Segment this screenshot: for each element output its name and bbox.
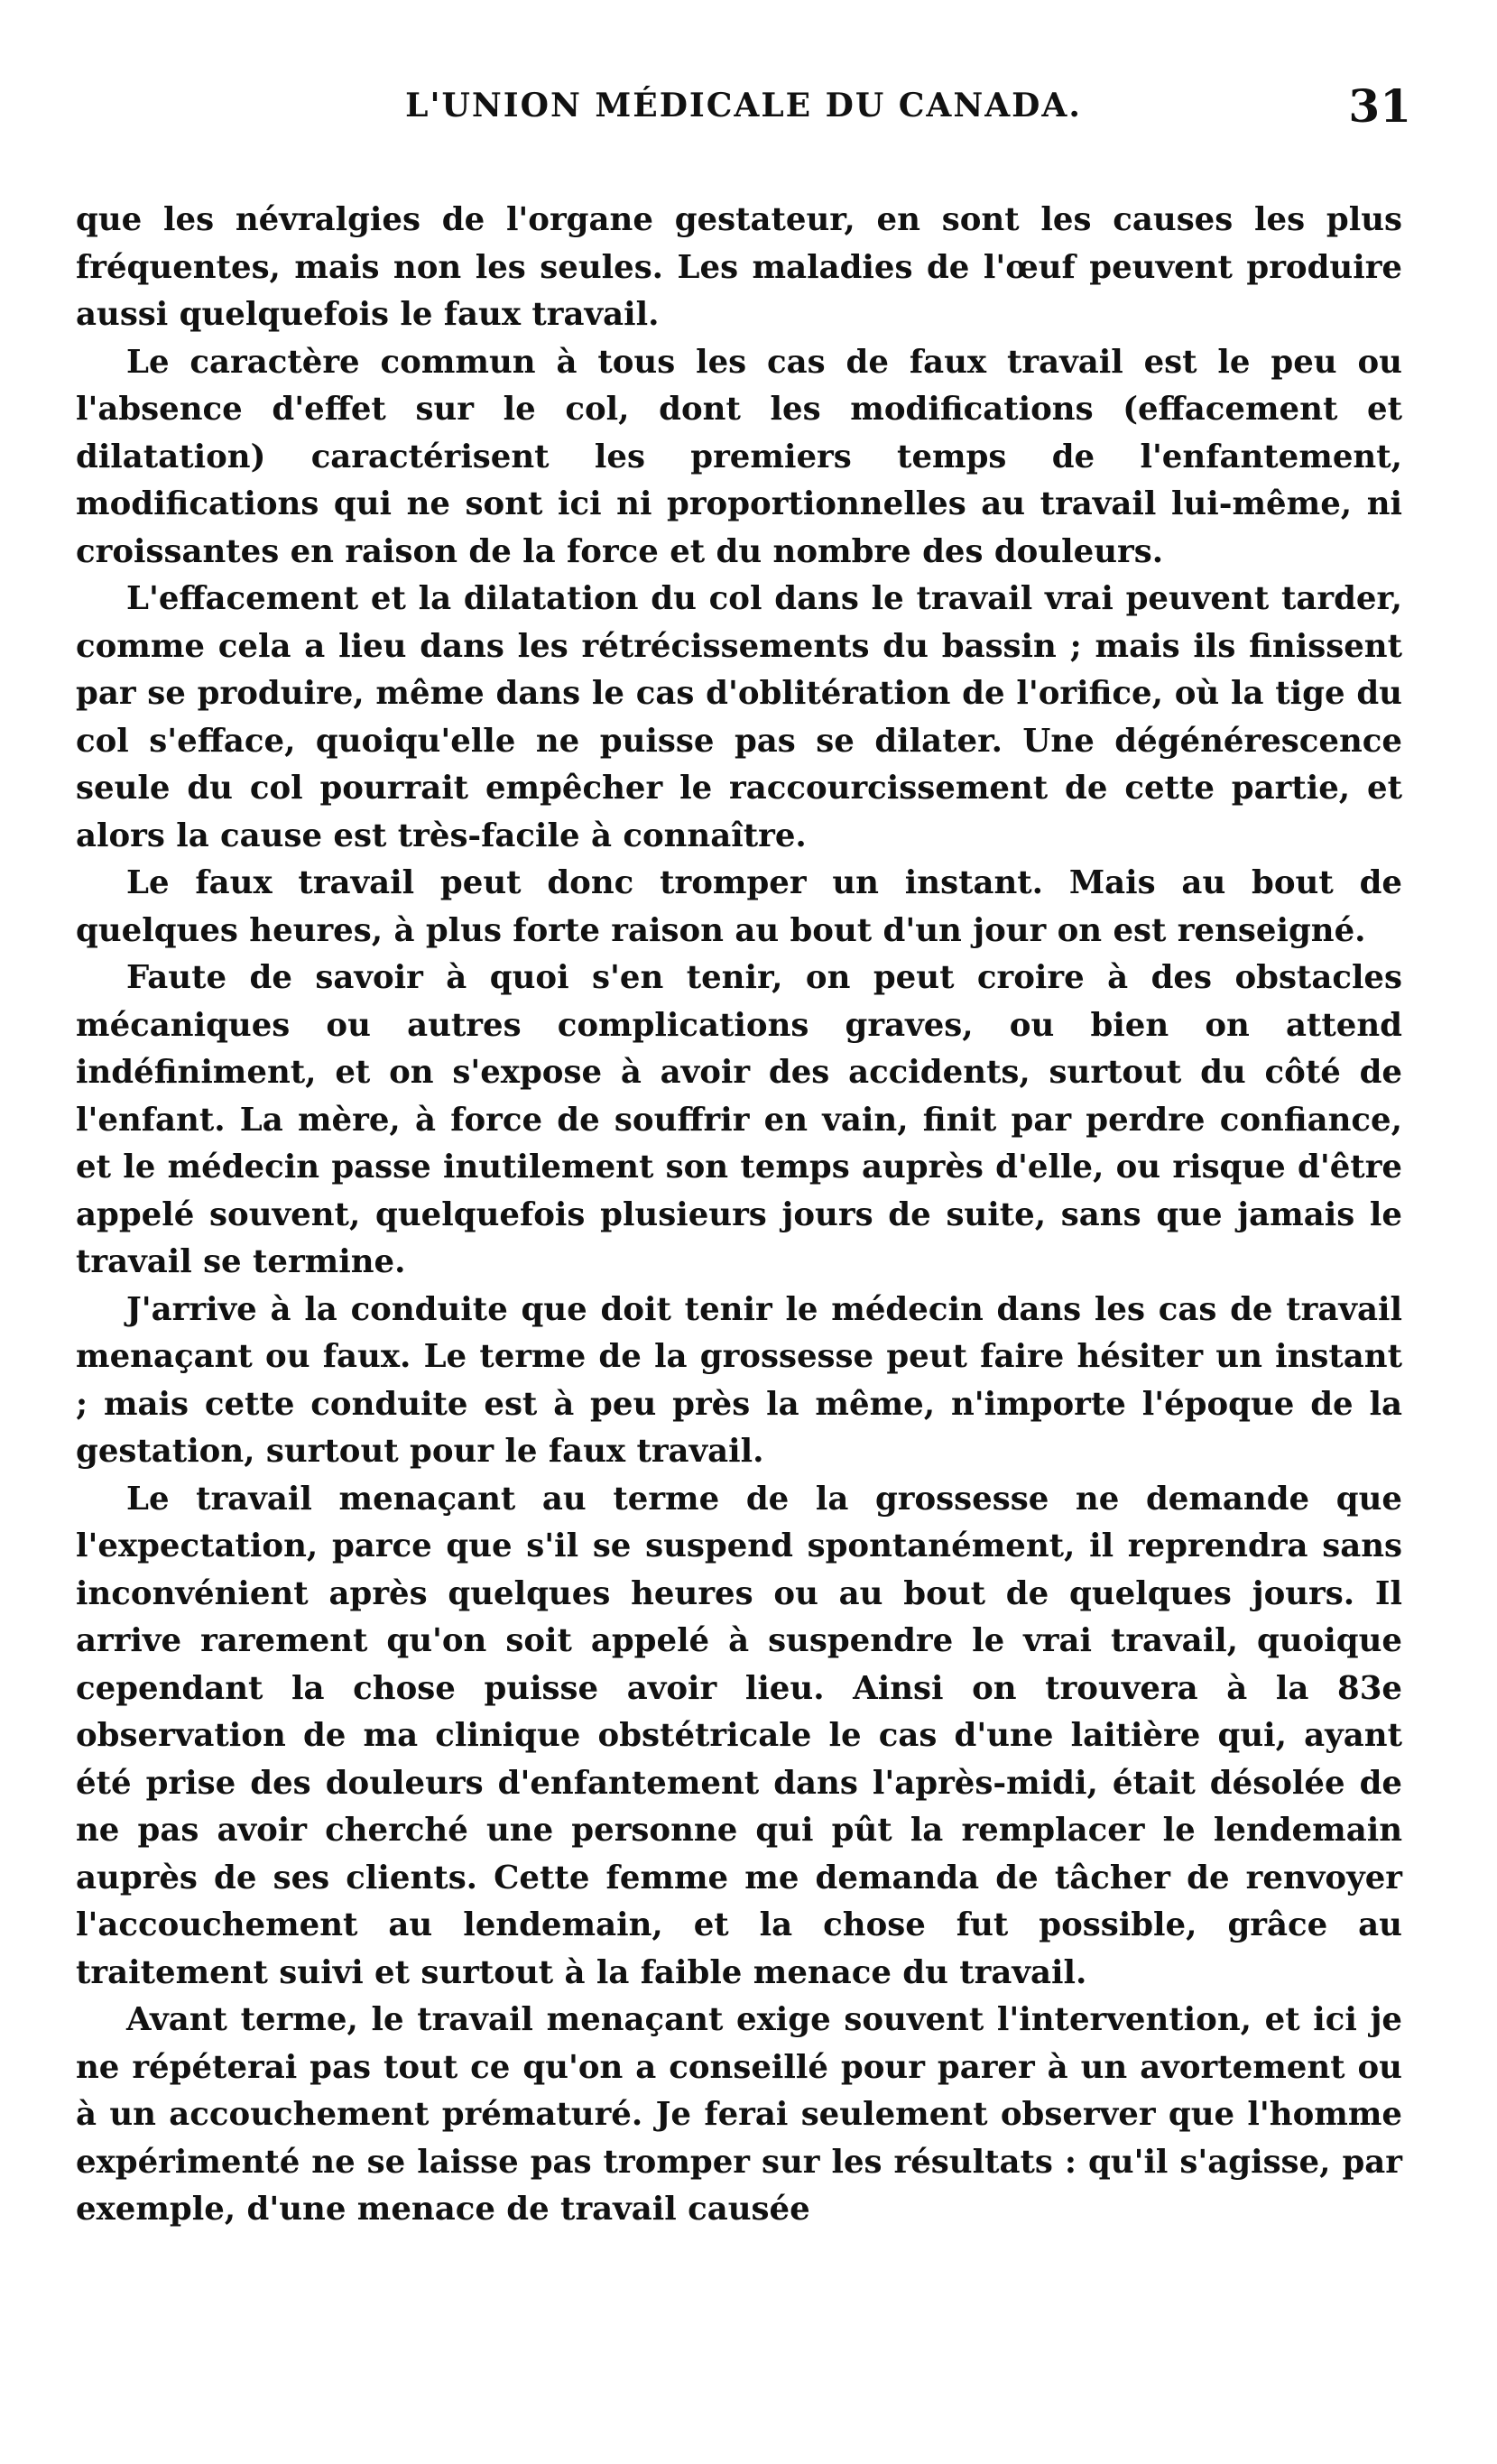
header-title: L'UNION MÉDICALE DU CANADA. — [405, 87, 1082, 125]
paragraph-2: Le caractère commun à tous les cas de faux travail est le peu ou l'absence d'effet sur le col, dont les modifications (effacement et dilatation) caractérisent les premiers temps de l'enfantement, modifications qui ne sont ici ni proportionnelles au travail lui-même, ni croissantes en raison de la force et du nombre des douleurs. — [76, 343, 1402, 570]
paragraph-5: Faute de savoir à quoi s'en tenir, on peut croire à des obstacles mécaniques ou autres complications graves, ou bien on attend indéfiniment, et on s'expose à avoir des accidents, surtout du côté de l'enfant. La mère, à force de souffrir en vain, finit par perdre confiance, et le médecin passe inutilement son temps auprès d'elle, ou risque d'être appelé souvent, quelquefois plusieurs jours de suite, sans que jamais le travail se termine. — [76, 959, 1402, 1280]
paragraph-4: Le faux travail peut donc tromper un instant. Mais au bout de quelques heures, à plus forte raison au bout d'un jour on est renseigné. — [76, 864, 1402, 949]
paragraph-7: Le travail menaçant au terme de la grossesse ne demande que l'expectation, parce que s'il se suspend spontanément, il reprendra sans inconvénient après quelques heures ou au bout de quelques jours. Il arrive rarement qu'on soit appelé à suspendre le vrai travail, quoique cependant la chose puisse avoir lieu. Ainsi on trouvera à la 83e observation de ma clinique obstétricale le cas d'une laitière qui, ayant été prise des douleurs d'enfantement dans l'après-midi, était désolée de ne pas avoir cherché une personne qui pût la remplacer le lendemain auprès de ses clients. Cette femme me demanda de tâcher de renvoyer l'accouchement au lendemain, et la chose fut possible, grâce au traitement suivi et surtout à la faible menace du travail. — [76, 1480, 1402, 1991]
page-number: 31 — [1348, 79, 1411, 133]
paragraph-1: que les névralgies de l'organe gestateur, en sont les causes les plus fréquentes, mais non les seules. Les maladies de l'œuf peuvent produire aussi quelquefois le faux travail. — [76, 201, 1402, 333]
paragraph-8: Avant terme, le travail menaçant exige souvent l'intervention, et ici je ne répéterai pas tout ce qu'on a conseillé pour parer à un avortement ou à un accouchement prématuré. Je ferai seulement observer que l'homme expérimenté ne se laisse pas tromper sur les résultats : qu'il s'agisse, par exemple, d'une menace de travail causée — [76, 2001, 1402, 2228]
paragraph-6: J'arrive à la conduite que doit tenir le médecin dans les cas de travail menaçant ou faux. Le terme de la grossesse peut faire hésiter un instant ; mais cette conduite est à peu près la même, n'importe l'époque de la gestation, surtout pour le faux travail. — [76, 1290, 1402, 1470]
paragraph-3: L'effacement et la dilatation du col dans le travail vrai peuvent tarder, comme cela a lieu dans les rétrécissements du bassin ; mais ils finissent par se produire, même dans le cas d'oblitération de l'orifice, où la tige du col s'efface, quoiqu'elle ne puisse pas se dilater. Une dégénérescence seule du col pourrait empêcher le raccourcissement de cette partie, et alors la cause est très-facile à connaître. — [76, 580, 1402, 854]
running-head — [76, 79, 1411, 134]
body-text — [76, 197, 1402, 2234]
